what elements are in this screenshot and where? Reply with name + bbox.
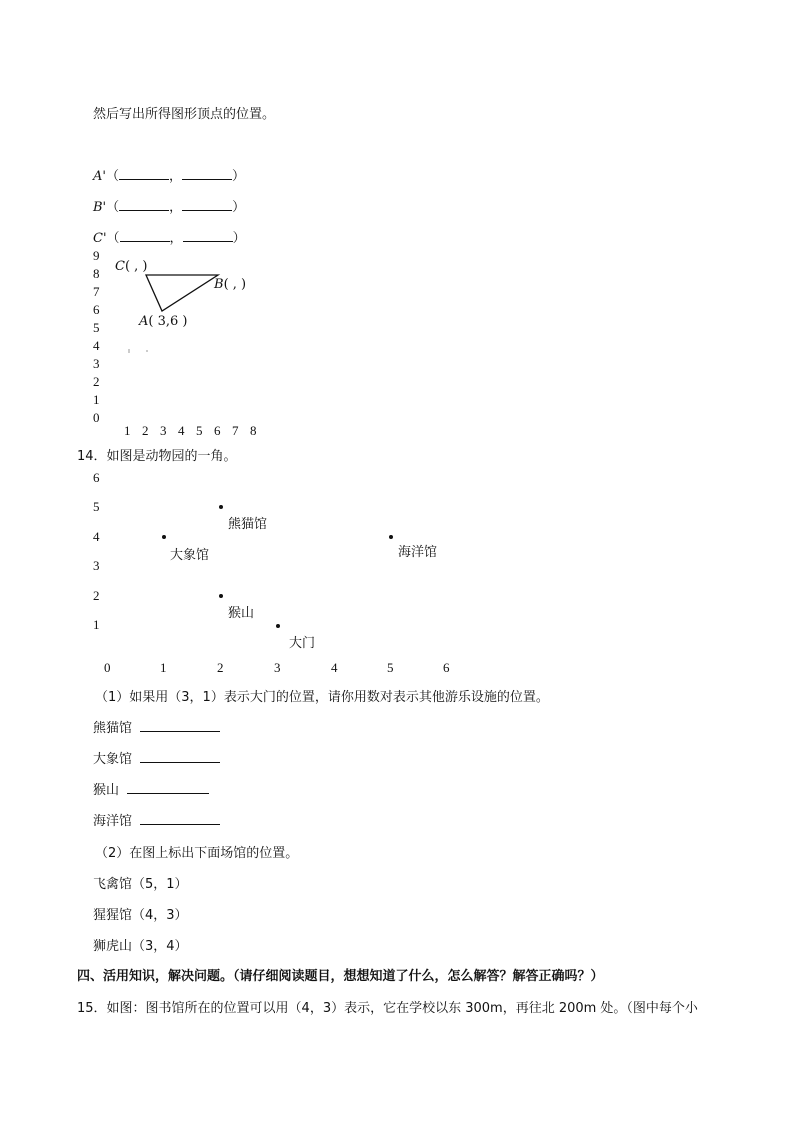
gate-label: 大门	[289, 636, 316, 651]
vertex-label: C'	[93, 231, 107, 246]
x-tick: 2	[142, 423, 149, 438]
answer-blank[interactable]	[127, 781, 209, 794]
answer-row-b: B'（ ， ）	[93, 200, 246, 215]
vertex-a-label: A( 3,6 )	[139, 314, 188, 329]
venue-bird: 飞禽馆（5，1）	[93, 877, 188, 892]
answer-row-a: A'（ ， ）	[93, 169, 246, 184]
answer-blank[interactable]	[140, 750, 220, 763]
vertex-label: A'	[93, 169, 106, 184]
panda-label: 熊猫馆	[228, 517, 268, 532]
y-tick: 1	[93, 392, 100, 407]
panda-point	[219, 505, 223, 509]
x-tick: 7	[232, 423, 239, 438]
y-tick: 3	[93, 356, 100, 371]
x-tick: 1	[124, 423, 131, 438]
vertex-c-label: C( , )	[115, 259, 148, 274]
y-tick: 9	[93, 248, 100, 263]
y-tick: 5	[93, 499, 100, 514]
elephant-label: 大象馆	[170, 548, 210, 563]
answer-line-ocean: 海洋馆	[93, 810, 220, 829]
x-tick: 4	[331, 660, 338, 675]
ocean-point	[389, 535, 393, 539]
answer-blank[interactable]	[140, 812, 220, 825]
x-tick: 3	[160, 423, 167, 438]
y-tick: 2	[93, 588, 100, 603]
y-tick: 1	[93, 617, 100, 632]
triangle-abc	[146, 275, 218, 311]
y-tick: 2	[93, 374, 100, 389]
y-tick: 4	[93, 338, 100, 353]
question-14-title: 14．如图是动物园的一角。	[77, 449, 237, 464]
question-14-part-2: （2）在图上标出下面场馆的位置。	[95, 846, 299, 861]
venue-lion-tiger: 狮虎山（3，4）	[93, 939, 188, 954]
monkey-point	[219, 594, 223, 598]
y-tick: 0	[93, 410, 100, 425]
answer-line-panda: 熊猫馆	[93, 717, 220, 736]
x-tick: 4	[178, 423, 185, 438]
y-tick: 6	[93, 302, 100, 317]
x-tick: 5	[387, 660, 394, 675]
x-tick: 0	[104, 660, 111, 675]
answer-line-monkey: 猴山	[93, 779, 209, 798]
x-tick: 1	[160, 660, 167, 675]
x-tick: 8	[250, 423, 257, 438]
question-14-part-1: （1）如果用（3，1）表示大门的位置，请你用数对表示其他游乐设施的位置。	[95, 690, 549, 705]
y-tick: 3	[93, 558, 100, 573]
x-tick: 5	[196, 423, 203, 438]
section-4-heading: 四、活用知识，解决问题。（请仔细阅读题目，想想知道了什么，怎么解答？解答正确吗？）	[77, 969, 604, 984]
ocean-label: 海洋馆	[398, 545, 438, 560]
vertex-b-label: B( , )	[214, 277, 247, 292]
x-tick: 3	[274, 660, 281, 675]
answer-row-c: C'（ ， ）	[93, 231, 246, 246]
monkey-label: 猴山	[228, 606, 255, 621]
gate-point	[276, 624, 280, 628]
y-tick: 5	[93, 320, 100, 335]
venue-gorilla: 猩猩馆（4，3）	[93, 908, 188, 923]
question-15-text: 15．如图：图书馆所在的位置可以用（4，3）表示，它在学校以东 300m，再往北 200m 处。（图中每个小	[77, 1001, 698, 1016]
answer-blank[interactable]	[140, 719, 220, 732]
elephant-point	[162, 535, 166, 539]
x-tick: 6	[443, 660, 450, 675]
vertex-label: B'	[93, 200, 107, 215]
y-tick: 6	[93, 470, 100, 485]
y-tick: 7	[93, 284, 100, 299]
x-tick: 2	[217, 660, 224, 675]
y-tick: 4	[93, 529, 100, 544]
instruction-text: 然后写出所得图形顶点的位置。	[93, 107, 276, 122]
y-tick: 8	[93, 266, 100, 281]
answer-line-elephant: 大象馆	[93, 748, 220, 767]
x-tick: 6	[214, 423, 221, 438]
